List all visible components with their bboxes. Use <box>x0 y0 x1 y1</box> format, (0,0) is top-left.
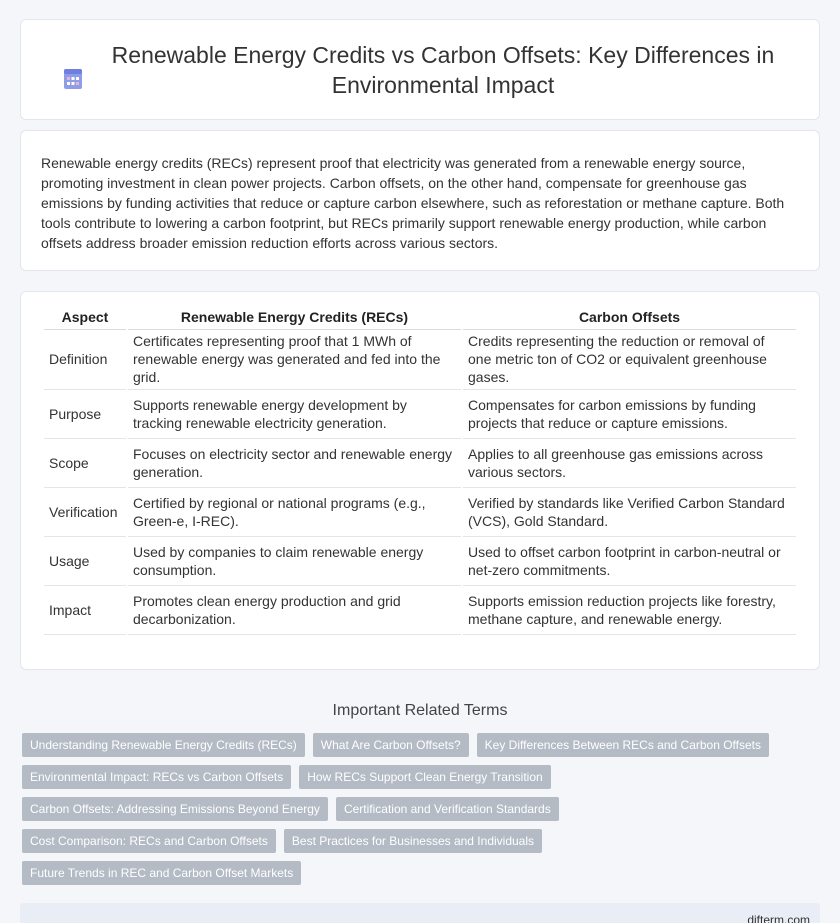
table-header-row <box>44 304 796 330</box>
related-term-link[interactable]: Certification and Verification Standards <box>336 797 559 821</box>
intro-paragraph: Renewable energy credits (RECs) represent proof that electricity was generated from a renewable energy source, promoting investment in clean power projects. Carbon offsets, on the other hand, compensate for greenhouse gas emissions by funding activities that reduce or capture carbon elsewhere, such as reforestation or methane capture. Both tools contribute to lowering a carbon footprint, but RECs primarily support renewable energy production, while carbon offsets address broader emission reduction efforts across various sectors. <box>41 155 785 251</box>
row-offsets: Used to offset carbon footprint in carbon-neutral or net-zero commitments. <box>463 537 796 586</box>
table-row <box>44 537 796 586</box>
related-term-link[interactable]: Understanding Renewable Energy Credits (RECs) <box>22 733 305 757</box>
row-offsets: Verified by standards like Verified Carbon Standard (VCS), Gold Standard. <box>463 488 796 537</box>
row-aspect: Scope <box>44 439 126 488</box>
related-term-link[interactable]: Environmental Impact: RECs vs Carbon Offsets <box>22 765 291 789</box>
header-card <box>20 19 820 120</box>
row-aspect: Impact <box>44 586 126 635</box>
table-row <box>44 439 796 488</box>
comparison-table-card <box>20 291 820 670</box>
related-term-link[interactable]: Best Practices for Businesses and Individuals <box>284 829 542 853</box>
table-row <box>44 488 796 537</box>
row-aspect: Purpose <box>44 390 126 439</box>
row-recs: Used by companies to claim renewable energy consumption. <box>128 537 461 586</box>
related-term-link[interactable]: Cost Comparison: RECs and Carbon Offsets <box>22 829 276 853</box>
title-wrap <box>61 40 779 100</box>
header-aspect: Aspect <box>44 304 126 330</box>
document-icon <box>61 67 85 91</box>
table-row <box>44 586 796 635</box>
row-aspect: Verification <box>44 488 126 537</box>
related-term-link[interactable]: What Are Carbon Offsets? <box>313 733 469 757</box>
header-recs: Renewable Energy Credits (RECs) <box>128 304 461 330</box>
related-term-link[interactable]: Key Differences Between RECs and Carbon Offsets <box>477 733 769 757</box>
row-offsets: Supports emission reduction projects like forestry, methane capture, and renewable energy. <box>463 586 796 635</box>
table-row <box>44 390 796 439</box>
related-terms-list <box>22 733 818 893</box>
row-offsets: Credits representing the reduction or removal of one metric ton of CO2 or equivalent greenhouse gases. <box>463 330 796 390</box>
row-offsets: Compensates for carbon emissions by funding projects that reduce or capture emissions. <box>463 390 796 439</box>
row-recs: Focuses on electricity sector and renewable energy generation. <box>128 439 461 488</box>
comparison-table <box>42 304 798 635</box>
related-term-link[interactable]: How RECs Support Clean Energy Transition <box>299 765 550 789</box>
row-recs: Certificates representing proof that 1 MWh of renewable energy was generated and fed into the grid. <box>128 330 461 390</box>
footer <box>20 903 820 923</box>
related-term-link[interactable]: Future Trends in REC and Carbon Offset Markets <box>22 861 301 885</box>
row-recs: Supports renewable energy development by tracking renewable electricity generation. <box>128 390 461 439</box>
page-title: Renewable Energy Credits vs Carbon Offsets: Key Differences in Environmental Impact <box>111 41 775 98</box>
footer-site-link[interactable]: difterm.com <box>747 913 810 923</box>
row-aspect: Definition <box>44 330 126 390</box>
table-row <box>44 330 796 390</box>
row-aspect: Usage <box>44 537 126 586</box>
row-offsets: Applies to all greenhouse gas emissions across various sectors. <box>463 439 796 488</box>
row-recs: Certified by regional or national programs (e.g., Green-e, I-REC). <box>128 488 461 537</box>
related-term-link[interactable]: Carbon Offsets: Addressing Emissions Beyond Energy <box>22 797 328 821</box>
header-carbon-offsets: Carbon Offsets <box>463 304 796 330</box>
related-terms-title: Important Related Terms <box>332 702 508 719</box>
intro-card <box>20 130 820 271</box>
row-recs: Promotes clean energy production and grid decarbonization. <box>128 586 461 635</box>
